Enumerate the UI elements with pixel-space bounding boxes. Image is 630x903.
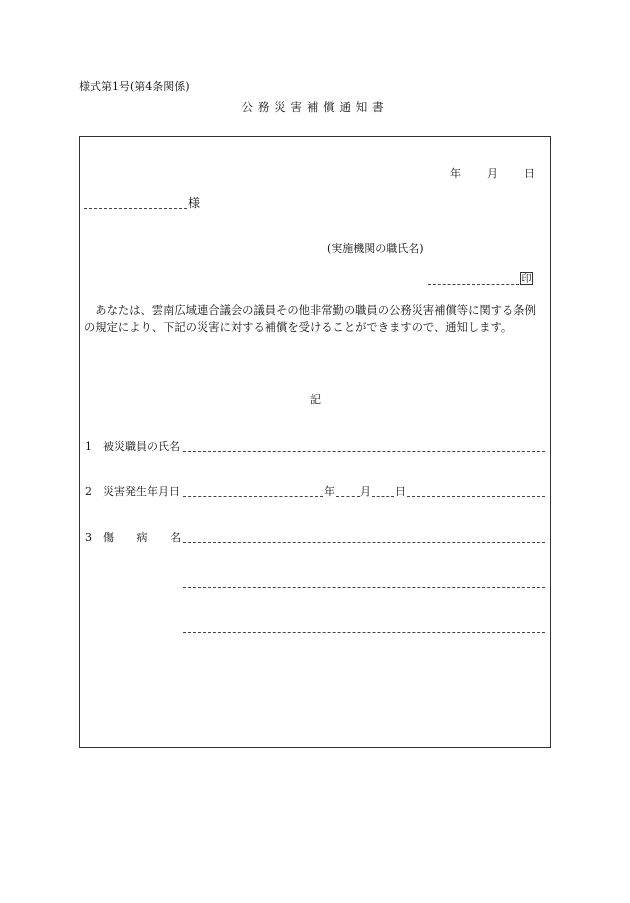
victim-name-line[interactable]	[183, 451, 545, 452]
addressee-suffix: 様	[188, 196, 201, 210]
issue-date	[450, 168, 535, 179]
addressee-name-line[interactable]	[84, 208, 187, 209]
incident-date-line-d[interactable]	[407, 496, 545, 497]
notice-body-text: あなたは、雲南広域連合議会の議員その他非常勤の職員の公務災害補償等に関する条例の規定により、下記の災害に対する補償を受けることができますので、通知します。	[84, 304, 536, 334]
issue-year-label: 年	[450, 167, 461, 180]
incident-year-label: 年	[324, 485, 335, 498]
item-number-2: 2	[85, 485, 92, 498]
injury-name-line-3[interactable]	[183, 632, 545, 633]
issuer-name-line[interactable]	[428, 284, 519, 285]
item-label-incident-date: 災害発生年月日	[103, 485, 180, 498]
document-title: 公務災害補償通知書	[241, 100, 389, 114]
injury-name-line-1[interactable]	[183, 542, 545, 543]
ki-heading: 記	[310, 393, 321, 406]
incident-date-line-b[interactable]	[336, 496, 360, 497]
item-label-victim-name: 被災職員の氏名	[103, 440, 180, 453]
incident-month-label: 月	[360, 485, 371, 498]
issue-day-label: 日	[524, 167, 535, 180]
form-number: 様式第1号(第4条関係)	[79, 80, 190, 93]
issue-month-label: 月	[487, 167, 498, 180]
issuer-label: (実施機関の職氏名)	[327, 242, 424, 255]
item-label-injury-name: 傷病名	[103, 531, 204, 544]
item-number-1: 1	[85, 440, 92, 453]
item-number-3: 3	[85, 531, 92, 544]
seal-mark: 印	[521, 274, 532, 285]
incident-date-line-a[interactable]	[183, 496, 323, 497]
injury-name-line-2[interactable]	[183, 587, 545, 588]
incident-day-label: 日	[395, 485, 406, 498]
incident-date-line-c[interactable]	[372, 496, 394, 497]
